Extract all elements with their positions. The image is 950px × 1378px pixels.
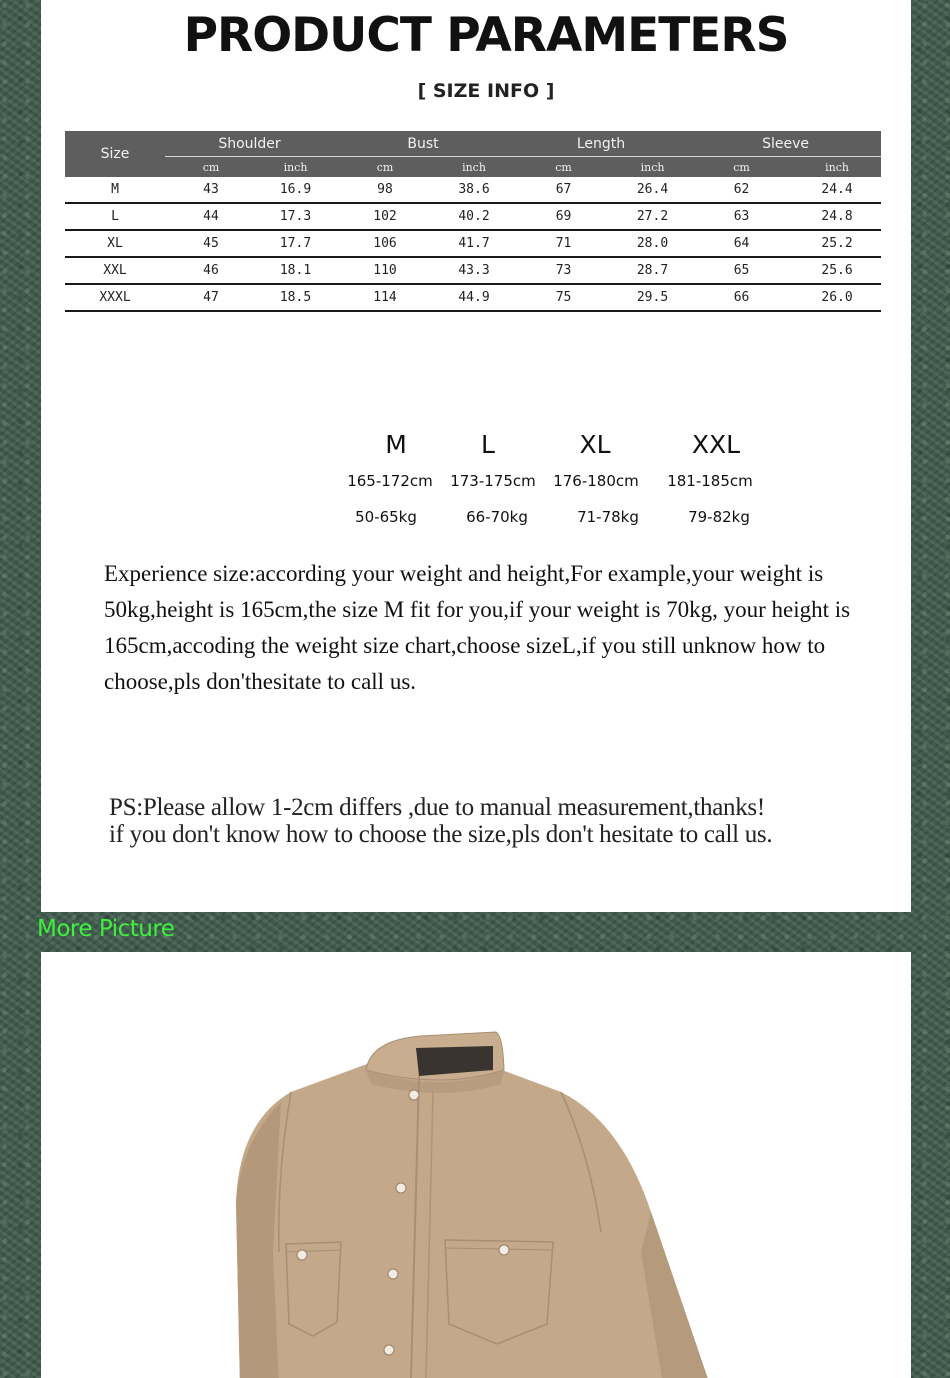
- ps-note: [109, 794, 899, 848]
- table-cell: 17.3: [257, 203, 334, 230]
- rec-size-label: M: [385, 430, 407, 459]
- experience-size-text: Experience size:according your weight and height,For example,your weight is 50kg,height is 165cm,the size M fit for you,if your weight is 70kg, your height is 165cm,accoding the weight size chart,choose sizeL,if you still unknow how to choose,pls don'thesitate to call us.: [104, 561, 851, 694]
- rec-weight: 50-65kg: [355, 508, 417, 526]
- page-title: PRODUCT PARAMETERS: [183, 8, 789, 63]
- size-table: [65, 131, 881, 312]
- table-header-row: [65, 131, 881, 157]
- ps-note-line: PS:Please allow 1-2cm differs ,due to manual measurement,thanks!: [109, 794, 765, 821]
- table-cell: 44: [165, 203, 257, 230]
- table-cell: 114: [334, 284, 436, 311]
- rec-weight: 71-78kg: [577, 508, 639, 526]
- table-cell: 41.7: [436, 230, 512, 257]
- table-cell: 75: [512, 284, 615, 311]
- rec-size-label: L: [481, 430, 495, 459]
- table-cell: 18.5: [257, 284, 334, 311]
- table-cell: 63: [690, 203, 793, 230]
- table-cell: 106: [334, 230, 436, 257]
- size-info-subtitle: [ SIZE INFO ]: [417, 80, 555, 102]
- table-cell: 98: [334, 177, 436, 203]
- table-cell: 102: [334, 203, 436, 230]
- unit-header: cm: [165, 157, 257, 178]
- table-cell: 64: [690, 230, 793, 257]
- table-cell: 26.0: [793, 284, 881, 311]
- table-cell: 25.6: [793, 257, 881, 284]
- size-column-header: Size: [65, 131, 165, 177]
- rec-height: 181-185cm: [667, 472, 753, 490]
- unit-header: inch: [615, 157, 690, 178]
- unit-header: cm: [690, 157, 793, 178]
- unit-header: cm: [334, 157, 436, 178]
- table-cell: 18.1: [257, 257, 334, 284]
- table-cell: 46: [165, 257, 257, 284]
- table-row: [65, 257, 881, 284]
- size-cell: XXXL: [65, 284, 165, 311]
- rec-size-label: XXL: [691, 430, 741, 459]
- shirt-image: [41, 952, 911, 1378]
- table-cell: 65: [690, 257, 793, 284]
- table-row: [65, 284, 881, 311]
- table-cell: 29.5: [615, 284, 690, 311]
- rec-height: 176-180cm: [553, 472, 639, 490]
- table-cell: 25.2: [793, 230, 881, 257]
- table-cell: 38.6: [436, 177, 512, 203]
- table-cell: 24.8: [793, 203, 881, 230]
- table-unit-row: [65, 157, 881, 178]
- size-info-panel: [41, 0, 911, 912]
- table-cell: 26.4: [615, 177, 690, 203]
- table-cell: 24.4: [793, 177, 881, 203]
- table-cell: 40.2: [436, 203, 512, 230]
- size-cell: XL: [65, 230, 165, 257]
- table-cell: 44.9: [436, 284, 512, 311]
- table-cell: 45: [165, 230, 257, 257]
- table-cell: 110: [334, 257, 436, 284]
- product-image-panel: [41, 952, 911, 1378]
- table-cell: 67: [512, 177, 615, 203]
- rec-height: 165-172cm: [347, 472, 433, 490]
- rec-weight: 66-70kg: [466, 508, 528, 526]
- table-cell: 62: [690, 177, 793, 203]
- size-cell: M: [65, 177, 165, 203]
- size-cell: L: [65, 203, 165, 230]
- table-cell: 47: [165, 284, 257, 311]
- bust-header: Bust: [334, 131, 512, 157]
- table-cell: 16.9: [257, 177, 334, 203]
- length-header: Length: [512, 131, 690, 157]
- unit-header: inch: [436, 157, 512, 178]
- ps-note-line: if you don't know how to choose the size,pls don't hesitate to call us.: [109, 821, 773, 848]
- table-row: [65, 203, 881, 230]
- rec-weight: 79-82kg: [688, 508, 750, 526]
- size-cell: XXL: [65, 257, 165, 284]
- unit-header: inch: [257, 157, 334, 178]
- table-cell: 27.2: [615, 203, 690, 230]
- table-row: [65, 230, 881, 257]
- table-cell: 73: [512, 257, 615, 284]
- table-cell: 43.3: [436, 257, 512, 284]
- table-cell: 28.0: [615, 230, 690, 257]
- table-cell: 28.7: [615, 257, 690, 284]
- table-cell: 69: [512, 203, 615, 230]
- shoulder-header: Shoulder: [165, 131, 334, 157]
- table-cell: 17.7: [257, 230, 334, 257]
- unit-header: cm: [512, 157, 615, 178]
- unit-header: inch: [793, 157, 881, 178]
- rec-size-label: XL: [579, 430, 611, 459]
- sleeve-header: Sleeve: [690, 131, 881, 157]
- table-cell: 66: [690, 284, 793, 311]
- table-cell: 71: [512, 230, 615, 257]
- more-picture-heading: More Picture: [37, 916, 175, 942]
- table-cell: 43: [165, 177, 257, 203]
- rec-height: 173-175cm: [450, 472, 536, 490]
- table-row: [65, 177, 881, 203]
